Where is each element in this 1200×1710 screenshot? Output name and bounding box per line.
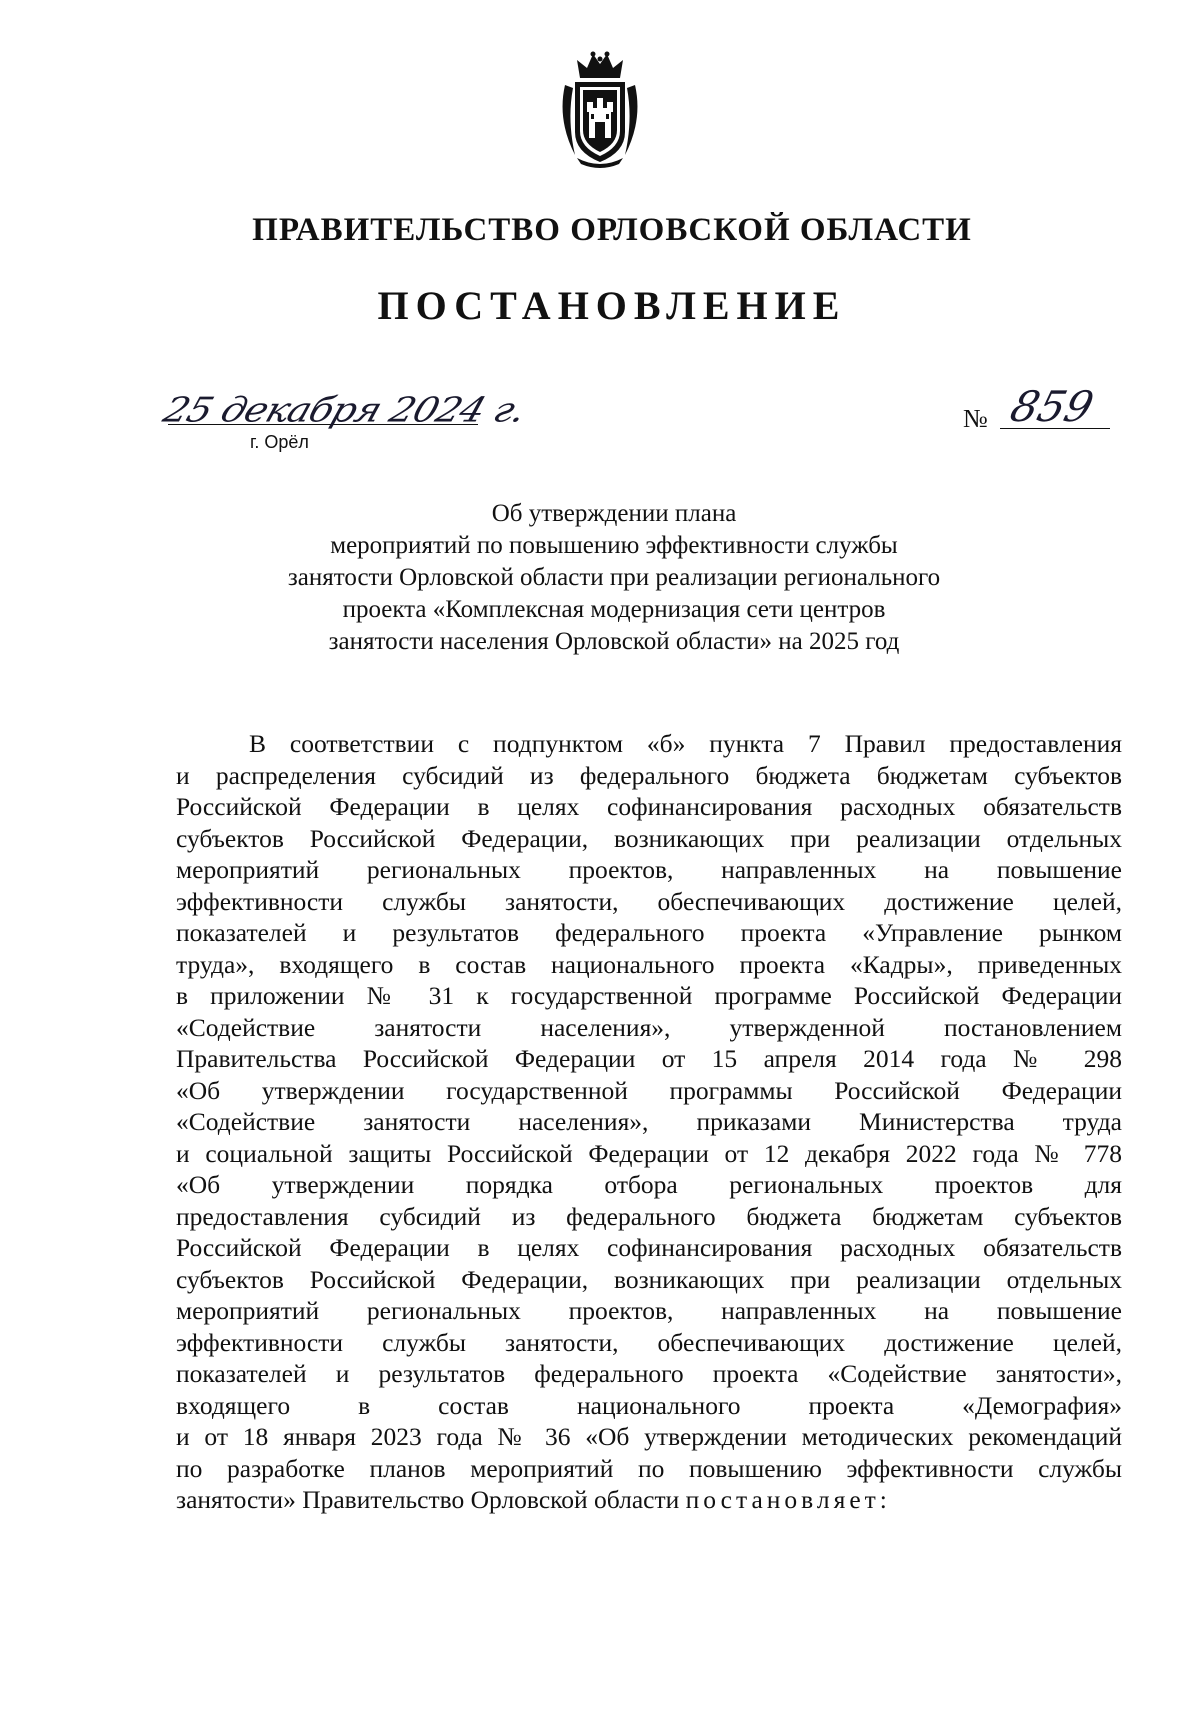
subject-line: занятости Орловской области при реализации регионального	[287, 564, 941, 591]
body-line-final	[176, 1484, 1122, 1516]
body-line: показателей и результатов федерального проекта «Управление рынком	[176, 918, 1122, 947]
body-line: «Об утверждении государственной программы Российской Федерации	[176, 1075, 1122, 1105]
body-line: в приложении № 31 к государственной программе Российской Федерации	[176, 981, 1122, 1010]
body-line: входящего в состав национального проекта «Демография»	[176, 1390, 1122, 1420]
body-line: субъектов Российской Федерации, возникающих при реализации отдельных	[176, 823, 1122, 853]
number-label: №	[963, 404, 988, 433]
subject-line: занятости населения Орловской области» на 2025 год	[328, 628, 900, 655]
body-line: эффективности службы занятости, обеспечивающих достижение целей,	[176, 886, 1122, 916]
body-line: по разработке планов мероприятий по повышению эффективности службы	[176, 1453, 1122, 1483]
body-line: и социальной защиты Российской Федерации от 12 декабря 2022 года № 778	[176, 1138, 1122, 1168]
body-line: эффективности службы занятости, обеспечивающих достижение целей,	[176, 1327, 1122, 1357]
government-title: ПРАВИТЕЛЬСТВО ОРЛОВСКОЙ ОБЛАСТИ	[252, 212, 972, 248]
body-line: «Содействие занятости населения», утвержденной постановлением	[176, 1012, 1122, 1042]
body-line: Российской Федерации в целях софинансирования расходных обязательств	[176, 792, 1122, 821]
body-line: субъектов Российской Федерации, возникающих при реализации отдельных	[176, 1264, 1122, 1294]
body-final-text: занятости» Правительство Орловской области	[176, 1485, 686, 1514]
body-line: В соответствии с подпунктом «б» пункта 7 Правил предоставления	[249, 729, 1122, 758]
body-line: мероприятий региональных проектов, направленных на повышение	[176, 1296, 1122, 1325]
body-line: показателей и результатов федерального проекта «Содействие занятости»,	[176, 1359, 1122, 1388]
body-line: предоставления субсидий из федерального бюджета бюджетам субъектов	[176, 1201, 1122, 1231]
coat-of-arms-emblem	[555, 50, 645, 170]
handwritten-number: 859	[1005, 382, 1099, 431]
body-line: «Содействие занятости населения», приказами Министерства труда	[176, 1107, 1122, 1136]
body-line: труда», входящего в состав национального проекта «Кадры», приведенных	[176, 949, 1122, 979]
body-line: и распределения субсидий из федерального бюджета бюджетам субъектов	[176, 760, 1122, 790]
resolves-keyword: постановляет:	[685, 1485, 891, 1514]
handwritten-date: 25 декабря 2024 г.	[158, 390, 531, 430]
body-line: Российской Федерации в целях софинансирования расходных обязательств	[176, 1233, 1122, 1262]
preamble-paragraph	[176, 728, 1122, 1516]
subject-line: Об утверждении плана	[491, 500, 737, 527]
subject-line: мероприятий по повышению эффективности службы	[330, 532, 898, 559]
document-type-heading: ПОСТАНОВЛЕНИЕ	[377, 283, 847, 328]
body-line: мероприятий региональных проектов, направленных на повышение	[176, 855, 1122, 884]
city-label: г. Орёл	[250, 432, 309, 452]
body-line: «Об утверждении порядка отбора региональных проектов для	[176, 1170, 1122, 1199]
subject-line: проекта «Комплексная модернизация сети центров	[342, 596, 886, 623]
body-line: Правительства Российской Федерации от 15 апреля 2014 года № 298	[176, 1044, 1122, 1073]
body-line: и от 18 января 2023 года № 36 «Об утверждении методических рекомендаций	[176, 1422, 1122, 1451]
resolution-subject	[234, 498, 994, 658]
